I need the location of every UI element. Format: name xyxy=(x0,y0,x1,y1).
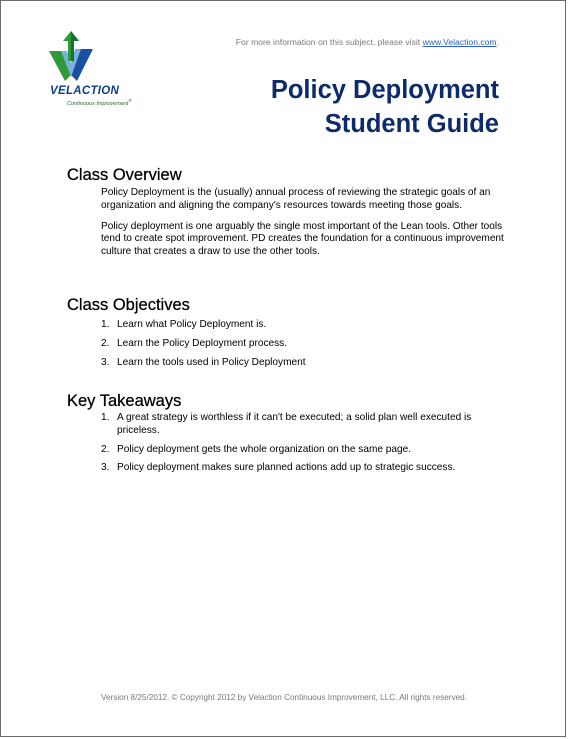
key-takeaways-section xyxy=(67,391,507,481)
list-number: 3. xyxy=(101,356,110,368)
title-line-2: Student Guide xyxy=(324,110,499,138)
class-objectives-heading: Class Objectives xyxy=(67,296,190,314)
list-number: 2. xyxy=(101,337,110,349)
list-number: 1. xyxy=(101,319,110,330)
list-item-text: A great strategy is worthless if it can't be executed; a solid plan well executed is priceless. xyxy=(117,412,472,436)
title-line-1: Policy Deployment xyxy=(270,76,499,104)
list-item xyxy=(101,462,507,475)
takeaways-list xyxy=(67,412,507,475)
class-objectives-section xyxy=(67,295,507,375)
list-item-text: Policy deployment gets the whole organization on the same page. xyxy=(117,443,412,455)
list-item xyxy=(101,357,507,370)
list-number: 3. xyxy=(101,462,110,474)
info-line xyxy=(236,37,499,47)
overview-paragraph-2: Policy deployment is one arguably the single most important of the Lean tools. Other tools tend to create spot improvement. PD creates the foundation for a continuous improvement culture that creates a draw to use the other tools. xyxy=(101,220,504,258)
velaction-logo xyxy=(45,31,145,109)
overview-paragraph-1: Policy Deployment is the (usually) annual process of reviewing the strategic goals of an organization and aligning the company's resources towards meeting those goals. xyxy=(101,187,491,211)
list-number: 1. xyxy=(101,412,110,423)
objectives-list xyxy=(67,319,507,369)
list-item-text: Learn what Policy Deployment is. xyxy=(117,319,267,330)
list-item xyxy=(101,319,507,332)
list-item xyxy=(101,412,507,438)
info-prefix: For more information on this subject, please visit xyxy=(235,37,423,47)
list-item-text: Policy deployment makes sure planned actions add up to strategic success. xyxy=(117,462,456,474)
document-title xyxy=(271,73,499,141)
list-number: 2. xyxy=(101,443,110,455)
class-overview-section xyxy=(67,165,507,267)
velaction-v-arrow-icon xyxy=(49,31,93,83)
list-item xyxy=(101,444,507,457)
list-item-text: Learn the tools used in Policy Deployment xyxy=(117,356,306,368)
logo-tagline: Continuous Improvement® xyxy=(67,98,132,107)
info-suffix: . xyxy=(496,37,499,47)
list-item-text: Learn the Policy Deployment process. xyxy=(117,337,287,349)
list-item xyxy=(101,338,507,351)
footer-copyright: Version 8/25/2012. © Copyright 2012 by Velaction Continuous Improvement, LLC. All rights reserved. xyxy=(100,693,468,702)
key-takeaways-heading: Key Takeaways xyxy=(67,392,182,410)
logo-wordmark: VELACTION xyxy=(50,85,120,97)
velaction-link[interactable]: www.Velaction.com xyxy=(422,37,497,47)
class-overview-heading: Class Overview xyxy=(67,166,182,184)
